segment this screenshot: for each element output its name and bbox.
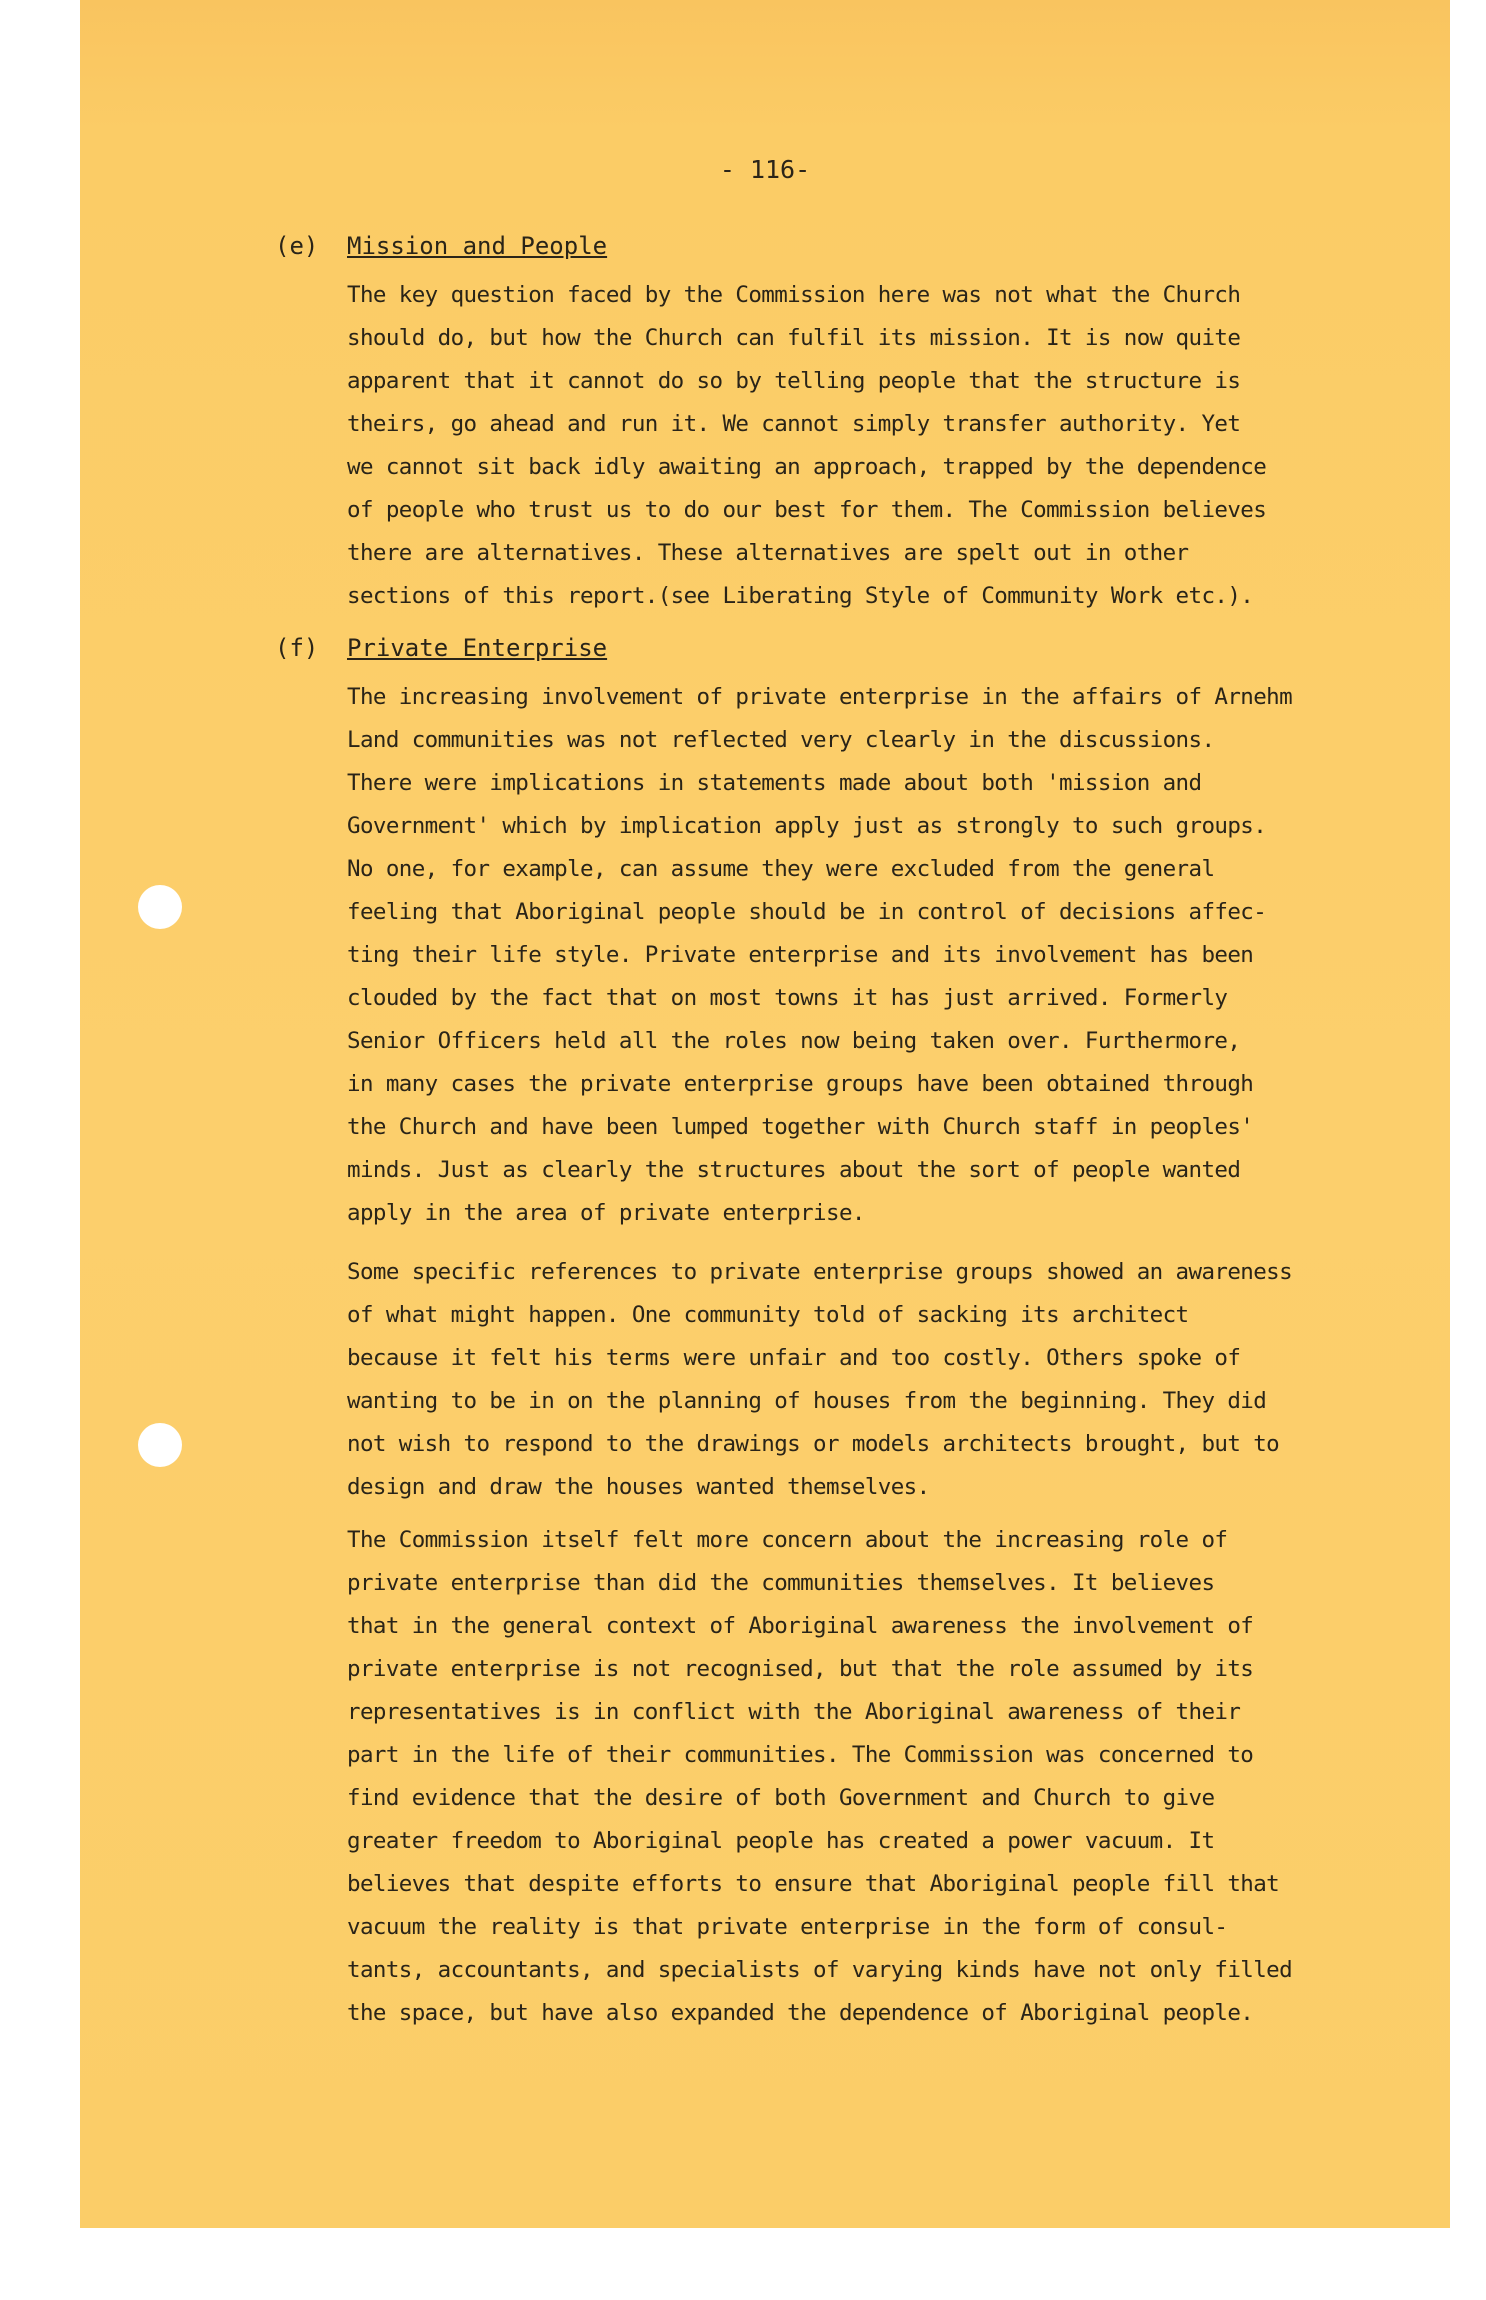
- text-line: of people who trust us to do our best for them. The Commission believes: [347, 497, 1267, 523]
- text-line: theirs, go ahead and run it. We cannot simply transfer authority. Yet: [347, 411, 1241, 437]
- text-line: vacuum the reality is that private enterprise in the form of consul-: [347, 1914, 1228, 1940]
- text-line: No one, for example, can assume they were excluded from the general: [347, 856, 1215, 882]
- text-line: representatives is in conflict with the Aboriginal awareness of their: [347, 1699, 1241, 1725]
- section-title-mission-and-people: Mission and People: [347, 232, 608, 260]
- text-line: not wish to respond to the drawings or models architects brought, but to: [347, 1431, 1280, 1457]
- text-line: we cannot sit back idly awaiting an approach, trapped by the dependence: [347, 454, 1267, 480]
- text-line: greater freedom to Aboriginal people has created a power vacuum. It: [347, 1828, 1215, 1854]
- text-line: the space, but have also expanded the dependence of Aboriginal people.: [347, 2000, 1254, 2026]
- section-label-f: (f): [275, 634, 319, 662]
- text-line: Government' which by implication apply just as strongly to such groups.: [347, 813, 1267, 839]
- text-line: The increasing involvement of private enterprise in the affairs of Arnehm: [347, 684, 1293, 710]
- text-line: Senior Officers held all the roles now being taken over. Furthermore,: [347, 1028, 1241, 1054]
- text-line: clouded by the fact that on most towns it has just arrived. Formerly: [347, 985, 1228, 1011]
- text-line: private enterprise is not recognised, but that the role assumed by its: [347, 1656, 1254, 1682]
- text-line: The Commission itself felt more concern about the increasing role of: [347, 1527, 1228, 1553]
- text-line: tants, accountants, and specialists of varying kinds have not only filled: [347, 1957, 1293, 1983]
- text-line: there are alternatives. These alternatives are spelt out in other: [347, 540, 1189, 566]
- text-line: find evidence that the desire of both Government and Church to give: [347, 1785, 1215, 1811]
- punch-hole: [138, 1423, 182, 1467]
- paragraph-mission-and-people: [347, 274, 1457, 618]
- text-line: private enterprise than did the communities themselves. It believes: [347, 1570, 1215, 1596]
- section-title-private-enterprise: Private Enterprise: [347, 634, 608, 662]
- text-line: There were implications in statements made about both 'mission and: [347, 770, 1202, 796]
- paragraph-private-enterprise-2: [347, 1251, 1457, 1509]
- document-page: [80, 0, 1450, 2228]
- punch-hole: [138, 885, 182, 929]
- text-line: apply in the area of private enterprise.: [347, 1200, 865, 1226]
- text-line: that in the general context of Aboriginal awareness the involvement of: [347, 1613, 1254, 1639]
- text-line: wanting to be in on the planning of houses from the beginning. They did: [347, 1388, 1267, 1414]
- text-line: feeling that Aboriginal people should be in control of decisions affec-: [347, 899, 1267, 925]
- text-line: in many cases the private enterprise groups have been obtained through: [347, 1071, 1254, 1097]
- text-line: Land communities was not reflected very clearly in the discussions.: [347, 727, 1215, 753]
- paragraph-private-enterprise-3: [347, 1519, 1457, 2035]
- section-label-e: (e): [275, 232, 319, 260]
- text-line: the Church and have been lumped together with Church staff in peoples': [347, 1114, 1254, 1140]
- text-line: part in the life of their communities. The Commission was concerned to: [347, 1742, 1254, 1768]
- text-line: design and draw the houses wanted themselves.: [347, 1474, 930, 1500]
- text-line: because it felt his terms were unfair and too costly. Others spoke of: [347, 1345, 1241, 1371]
- text-line: ting their life style. Private enterprise and its involvement has been: [347, 942, 1254, 968]
- text-line: of what might happen. One community told of sacking its architect: [347, 1302, 1189, 1328]
- text-line: should do, but how the Church can fulfil its mission. It is now quite: [347, 325, 1241, 351]
- paragraph-private-enterprise-1: [347, 676, 1457, 1235]
- text-line: sections of this report.(see Liberating Style of Community Work etc.).: [347, 583, 1254, 609]
- text-line: apparent that it cannot do so by telling people that the structure is: [347, 368, 1241, 394]
- text-line: believes that despite efforts to ensure that Aboriginal people fill that: [347, 1871, 1280, 1897]
- text-line: minds. Just as clearly the structures about the sort of people wanted: [347, 1157, 1241, 1183]
- page-number: - 116-: [719, 155, 811, 184]
- text-line: The key question faced by the Commission here was not what the Church: [347, 282, 1241, 308]
- text-line: Some specific references to private enterprise groups showed an awareness: [347, 1259, 1293, 1285]
